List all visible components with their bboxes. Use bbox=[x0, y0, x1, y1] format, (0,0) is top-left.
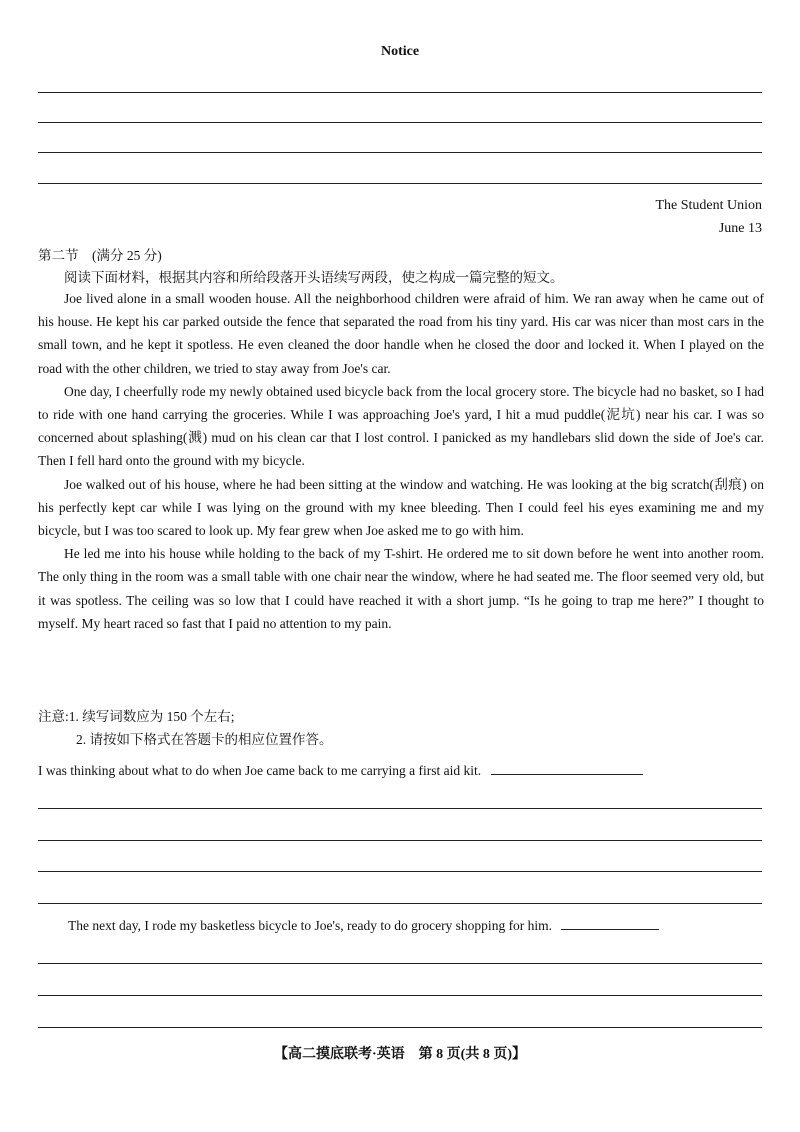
note-line: 2. 请按如下格式在答题卡的相应位置作答。 bbox=[76, 732, 333, 747]
continuation-prompt-2 bbox=[68, 918, 659, 934]
writing-notes bbox=[38, 705, 333, 751]
prompt-text: The next day, I rode my basketless bicycle to Joe's, ready to do grocery shopping for him. bbox=[68, 918, 553, 933]
passage-paragraph: He led me into his house while holding to the back of my T-shirt. He ordered me to sit down before he went into another room. The only thing in the room was a small table with one chair near the window, where he had seated me. The floor seemed very old, but it was spotless. The ceiling was so low that I could have reached it with a short jump. “Is he going to trap me here?” I thought to myself. My heart raced so fast that I paid no attention to my pain. bbox=[38, 546, 764, 631]
notice-date: June 13 bbox=[718, 221, 762, 236]
notice-title: Notice bbox=[380, 44, 420, 59]
prompt-text: I was thinking about what to do when Joe came back to me carrying a first aid kit. bbox=[38, 763, 482, 778]
note-line: 注意:1. 续写词数应为 150 个左右; bbox=[38, 709, 235, 724]
continuation-prompt-1 bbox=[38, 763, 643, 779]
passage-paragraph: One day, I cheerfully rode my newly obtained used bicycle back from the local grocery store. The bicycle had no basket, so I had to ride with one hand carrying the groceries. While I was approaching Joe's yard, I hit a mud puddle(泥坑) near his car. I was so concerned about splashing(溅) mud on his clean car that I lost control. I panicked as my handlebars slid down the side of Joe's car. Then I fell hard onto the ground with my bicycle. bbox=[38, 383, 764, 469]
reading-passage bbox=[38, 287, 764, 635]
section-heading: 第二节 (满分 25 分) bbox=[38, 248, 162, 263]
answer-line[interactable] bbox=[38, 995, 762, 996]
passage-paragraph: Joe lived alone in a small wooden house. All the neighborhood children were afraid of him. We ran away when he came out of his house. He kept his car parked outside the fence that separated the road from his tiny yard. His car was nicer than most cars in the small town, and he kept it spotless. He even cleaned the door handle when he closed the door and locked it. When I played on the road with the other children, we tried to stay away from Joe's car. bbox=[38, 291, 764, 376]
section-instruction: 阅读下面材料，根据其内容和所给段落开头语续写两段，使之构成一篇完整的短文。 bbox=[64, 270, 564, 285]
answer-line[interactable] bbox=[38, 808, 762, 809]
answer-blank[interactable] bbox=[561, 929, 659, 930]
answer-line[interactable] bbox=[38, 963, 762, 964]
writing-line bbox=[38, 92, 762, 93]
answer-line[interactable] bbox=[38, 840, 762, 841]
answer-line[interactable] bbox=[38, 871, 762, 872]
answer-blank[interactable] bbox=[491, 774, 643, 775]
page-footer: 【高二摸底联考·英语 第 8 页(共 8 页)】 bbox=[274, 1047, 526, 1062]
writing-line bbox=[38, 122, 762, 123]
notice-signature: The Student Union bbox=[655, 198, 762, 213]
passage-paragraph: Joe walked out of his house, where he had been sitting at the window and watching. He was looking at the big scratch(刮痕) on his perfectly kept car while I was lying on the ground with my knee bleeding. Then I could feel his eyes examining me and my bicycle, but I was too scared to look up. My fear grew when Joe asked me to go with him. bbox=[38, 476, 764, 539]
answer-line[interactable] bbox=[38, 903, 762, 904]
answer-line[interactable] bbox=[38, 1027, 762, 1028]
writing-line bbox=[38, 183, 762, 184]
writing-line bbox=[38, 152, 762, 153]
